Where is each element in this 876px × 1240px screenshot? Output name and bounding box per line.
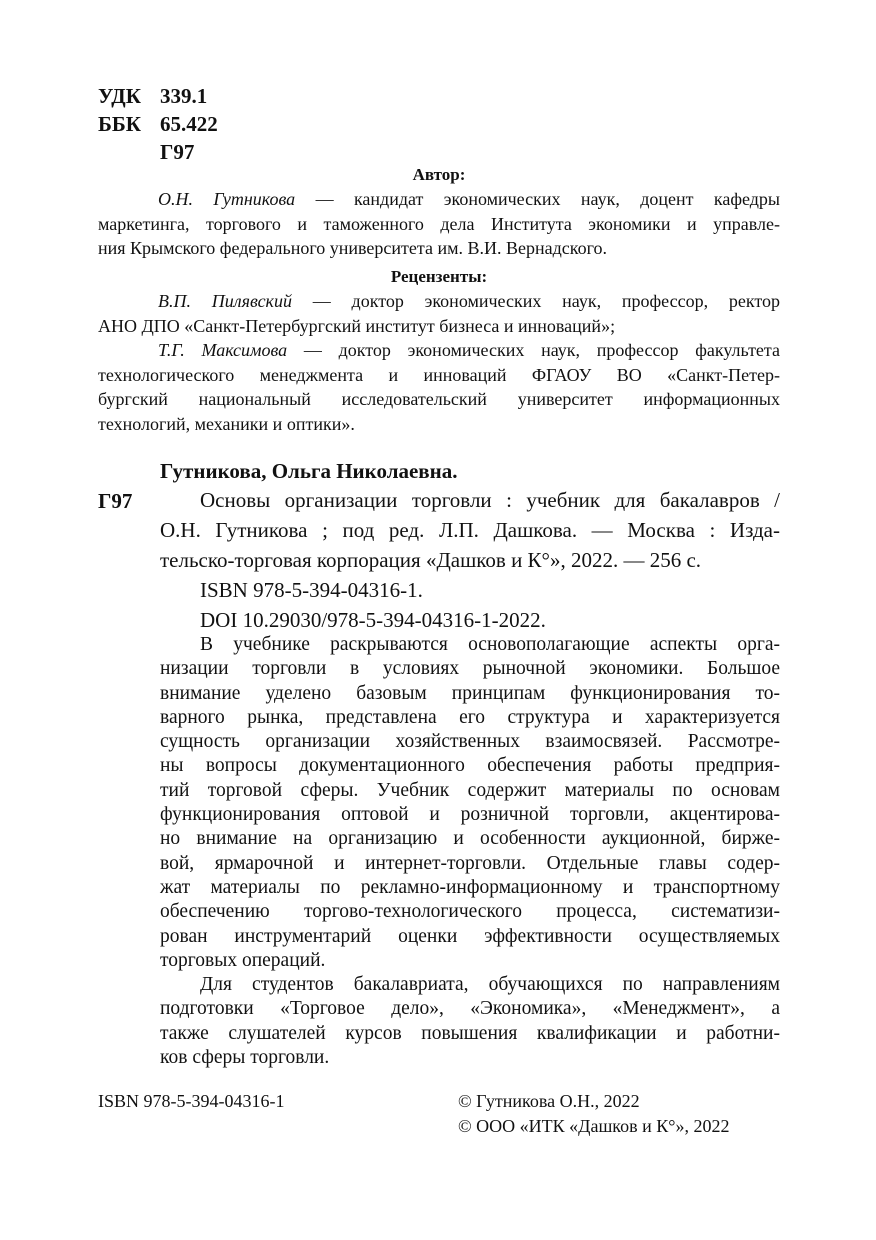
bbk-label: ББК	[98, 112, 141, 136]
udk-value: 339.1	[160, 84, 208, 108]
copyright-publisher: © ООО «ИТК «Дашков и К°», 2022	[458, 1116, 730, 1136]
footer-isbn: ISBN 978-5-394-04316-1	[98, 1091, 285, 1111]
doi-line: DOI 10.29030/978-5-394-04316-1-2022.	[200, 608, 546, 632]
author-mark-value: Г97	[160, 140, 195, 164]
bibliographic-record: Основы организации торговли : учебник для бакалавров / О.Н. Гутникова ; под ред. Л.П. Дашкова. — Москва : Изда- тельско-торговая корпорация «Дашков и К°», 2022. — 256 с.	[160, 488, 780, 572]
udk-row	[98, 82, 207, 110]
udk-label: УДК	[98, 84, 141, 108]
bbk-value: 65.422	[160, 112, 218, 136]
catalog-code: Г97	[98, 489, 133, 513]
reviewer-1-name: В.П. Пилявский	[158, 291, 292, 311]
reviewer-2-name: Т.Г. Максимова	[158, 340, 288, 360]
copyright-author: © Гутникова О.Н., 2022	[458, 1091, 640, 1111]
audience-note: Для студентов бакалавриата, обучающихся по направлениям подготовки «Торговое дело», «Экономика», «Менеджмент», а также слушателей курсов повышения квалификации и работни- ков сферы торговли.	[160, 974, 780, 1068]
bbk-row	[98, 110, 218, 138]
author-description: О.Н. Гутникова — кандидат экономических наук, доцент кафедры маркетинга, торгового и таможенного дела Института экономики и управле- ния Крымского федерального университета им. В.И. Вернадского.	[98, 189, 780, 258]
reviewer-2: Т.Г. Максимова — доктор экономических наук, профессор факультета технологического менеджмента и инноваций ФГАОУ ВО «Санкт-Петер- бургский национальный исследовательский университет информационных технологий, механики и оптики».	[98, 340, 780, 434]
abstract: В учебнике раскрываются основополагающие аспекты орга- низации торговли в условиях рыночной экономики. Большое внимание уделено базовым принципам функционирования то- варного рынка, представлена его структура и характеризуется сущность организации хозяйственных взаимосвязей. Рассмотре- ны вопросы документационного обеспечения работы предприя- тий торговой сферы. Учебник содержит материалы по основам функционирования оптовой и розничной торговли, акцентирова- но внимание на организацию и особенности аукционной, бирже- вой, ярмарочной и интернет-торговли. Отдельные главы содер- жат материалы по рекламно-информационному и транспортному обеспечению торгово-технологического процесса, систематизи- рован инструментарий оценки эффективности осуществляемых торговых операций.	[160, 634, 780, 971]
isbn-line: ISBN 978-5-394-04316-1.	[200, 578, 423, 602]
author-heading: Автор:	[412, 165, 466, 184]
reviewers-heading: Рецензенты:	[390, 267, 488, 286]
catalog-author-heading: Гутникова, Ольга Николаевна.	[160, 459, 458, 483]
reviewer-1: В.П. Пилявский — доктор экономических наук, профессор, ректор АНО ДПО «Санкт-Петербургский институт бизнеса и инноваций»;	[98, 291, 780, 336]
author-name: О.Н. Гутникова	[158, 189, 296, 209]
author-mark-row	[98, 138, 194, 166]
